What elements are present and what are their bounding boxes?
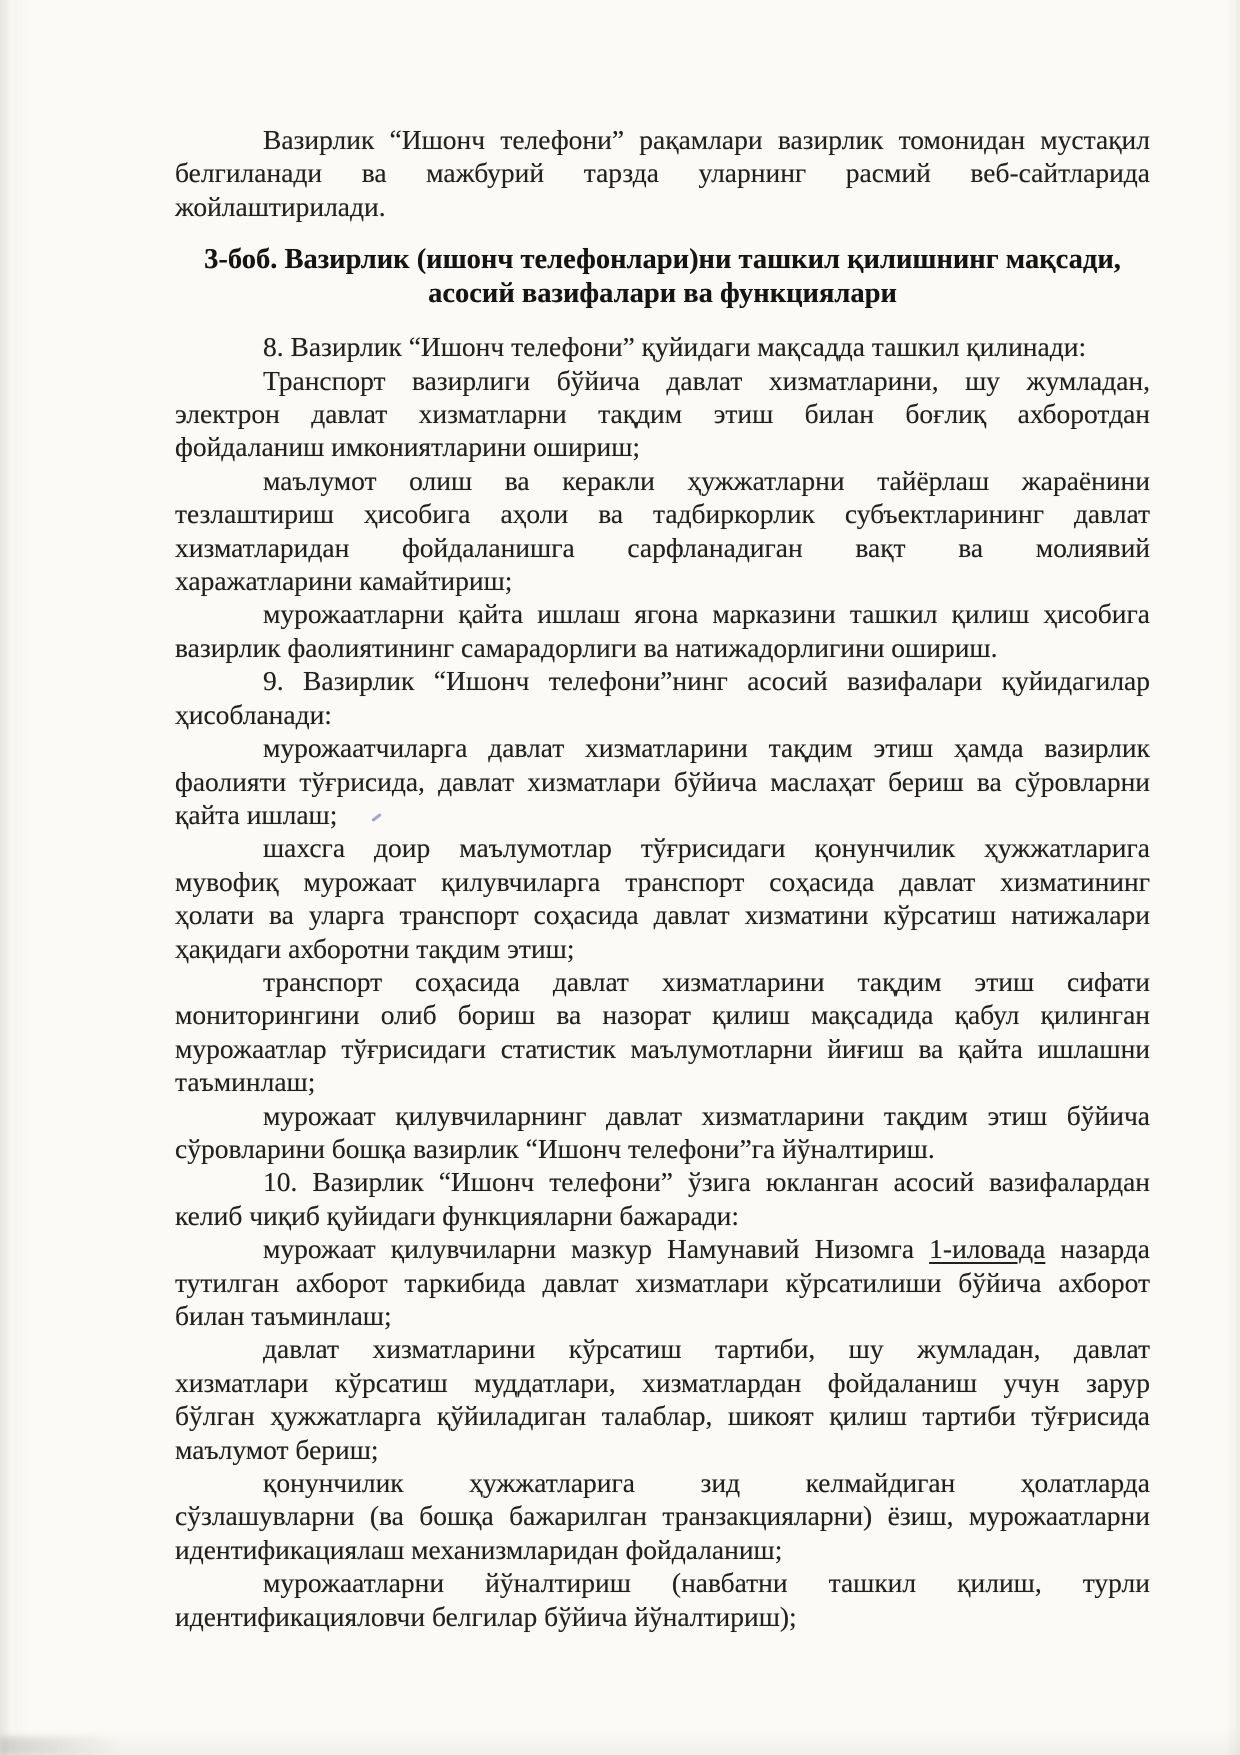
paragraph (175, 330, 1150, 363)
text-line: ҳолати ва уларга транспорт соҳасида давлат хизматини кўрсатиш натижалари (175, 899, 1150, 931)
text-line: бўлган ҳужжатларга қўйиладиган талаблар, шикоят қилиш тартиби тўғрисида (175, 1400, 1150, 1432)
paragraph (175, 597, 1150, 664)
text-line: маълумот олиш ва керакли ҳужжатларни тайёрлаш жараёнини (263, 464, 1150, 496)
text-line: 3-боб. Вазирлик (ишонч телефонлари)ни ташкил қилишнинг мақсади, (204, 244, 1121, 276)
text-line: мурожаатларни қайта ишлаш ягона марказини ташкил қилиш ҳисобига (263, 598, 1150, 630)
text-line: Транспорт вазирлиги бўйича давлат хизматларини, шу жумладан, (263, 364, 1150, 396)
paragraph (175, 1332, 1150, 1466)
paragraph (175, 364, 1150, 464)
text-line: жойлаштирилади. (175, 190, 386, 222)
text-line: вазирлик фаолиятининг самарадорлиги ва натижадорлигини ошириш. (175, 631, 998, 663)
section-heading (175, 243, 1150, 311)
paragraph (175, 731, 1150, 831)
paragraph (175, 831, 1150, 965)
text-line: шахсга доир маълумотлар тўғрисидаги қонунчилик ҳужжатларига (263, 832, 1150, 864)
text-line: мониторингини олиб бориш ва назорат қилиш мақсадида қабул қилинган (175, 999, 1150, 1031)
text-line: Вазирлик “Ишонч телефони” рақамлари вазирлик томонидан мустақил (263, 124, 1150, 155)
paragraph (175, 965, 1150, 1099)
text-line: таъминлаш; (175, 1066, 316, 1098)
text-line: белгиланади ва мажбурий тарзда уларнинг расмий веб-сайтларида (175, 157, 1150, 189)
text-line: келиб чиқиб қуйидаги функцияларни бажаради: (175, 1199, 740, 1231)
text-line: ҳисобланади: (175, 698, 332, 730)
text-line: ҳақидаги ахборотни тақдим этиш; (175, 932, 575, 964)
text-line: асосий вазифалари ва функциялари (428, 278, 897, 310)
text-line: электрон давлат хизматларни тақдим этиш билан боғлиқ ахборотдан (175, 398, 1150, 430)
paragraph (175, 1099, 1150, 1166)
paragraph (175, 1566, 1150, 1633)
text-line: қонунчилик ҳужжатларига зид келмайдиган ҳолатларда (263, 1467, 1150, 1499)
text-line: қайта ишлаш; (175, 798, 338, 830)
text-line: 8. Вазирлик “Ишонч телефони” қуйидаги мақсадда ташкил қилинади: (263, 331, 1087, 363)
paragraph (175, 1232, 1150, 1332)
text-line: мурожаат қилувчиларни мазкур Намунавий Низомга 1-иловада назарда (263, 1233, 1150, 1265)
text-line: давлат хизматларини кўрсатиш тартиби, шу жумладан, давлат (263, 1333, 1150, 1365)
text-line: 10. Вазирлик “Ишонч телефони” ўзига юкланган асосий вазифалардан (263, 1166, 1150, 1198)
text-line: сўзлашувларни (ва бошқа бажарилган транзакцияларни) ёзиш, мурожаатларни (175, 1500, 1150, 1532)
underlined-reference: 1-иловада (929, 1233, 1046, 1265)
text-line: сўровларини бошқа вазирлик “Ишонч телефони”га йўналтириш. (175, 1132, 935, 1164)
text-line: маълумот бериш; (175, 1433, 379, 1465)
paragraph (175, 1466, 1150, 1566)
text-line: тутилган ахборот таркибида давлат хизматлари кўрсатилиши бўйича ахборот (175, 1266, 1150, 1298)
paragraph (175, 123, 1150, 223)
text-line: мурожаат қилувчиларнинг давлат хизматларини тақдим этиш бўйича (263, 1099, 1150, 1131)
text-line: тезлаштириш ҳисобига аҳоли ва тадбиркорлик субъектларининг давлат (175, 498, 1150, 530)
text-line: 9. Вазирлик “Ишонч телефони”нинг асосий вазифалари қуйидагилар (263, 665, 1150, 697)
text-line: харажатларини камайтириш; (175, 565, 513, 597)
paragraph (175, 1165, 1150, 1232)
text-line: идентификациялаш механизмларидан фойдаланиш; (175, 1533, 783, 1565)
text-line: мурожаатчиларга давлат хизматларини тақдим этиш ҳамда вазирлик (263, 732, 1150, 764)
text-line: мурожаатлар тўғрисидаги статистик маълумотларни йиғиш ва қайта ишлашни (175, 1032, 1150, 1064)
text-line: транспорт соҳасида давлат хизматларини тақдим этиш сифати (263, 965, 1150, 997)
text-line: хизматларидан фойдаланишга сарфланадиган вақт ва молиявий (175, 531, 1150, 563)
text-line: билан таъминлаш; (175, 1300, 392, 1331)
paragraph (175, 464, 1150, 598)
text-line: мурожаатларни йўналтириш (навбатни ташкил қилиш, турли (263, 1567, 1150, 1599)
text-line: фаолияти тўғрисида, давлат хизматлари бўйича маслаҳат бериш ва сўровларни (175, 765, 1150, 797)
text-line: мувофиқ мурожаат қилувчиларга транспорт соҳасида давлат хизматининг (175, 865, 1150, 897)
text-line: фойдаланиш имкониятларини ошириш; (175, 431, 641, 463)
paragraph (175, 664, 1150, 731)
scan-corner-smudge (0, 1737, 120, 1755)
text-line: идентификацияловчи белгилар бўйича йўналтириш); (175, 1600, 797, 1632)
text-line: хизматлари кўрсатиш муддатлари, хизматлардан фойдаланиш учун зарур (175, 1366, 1150, 1398)
